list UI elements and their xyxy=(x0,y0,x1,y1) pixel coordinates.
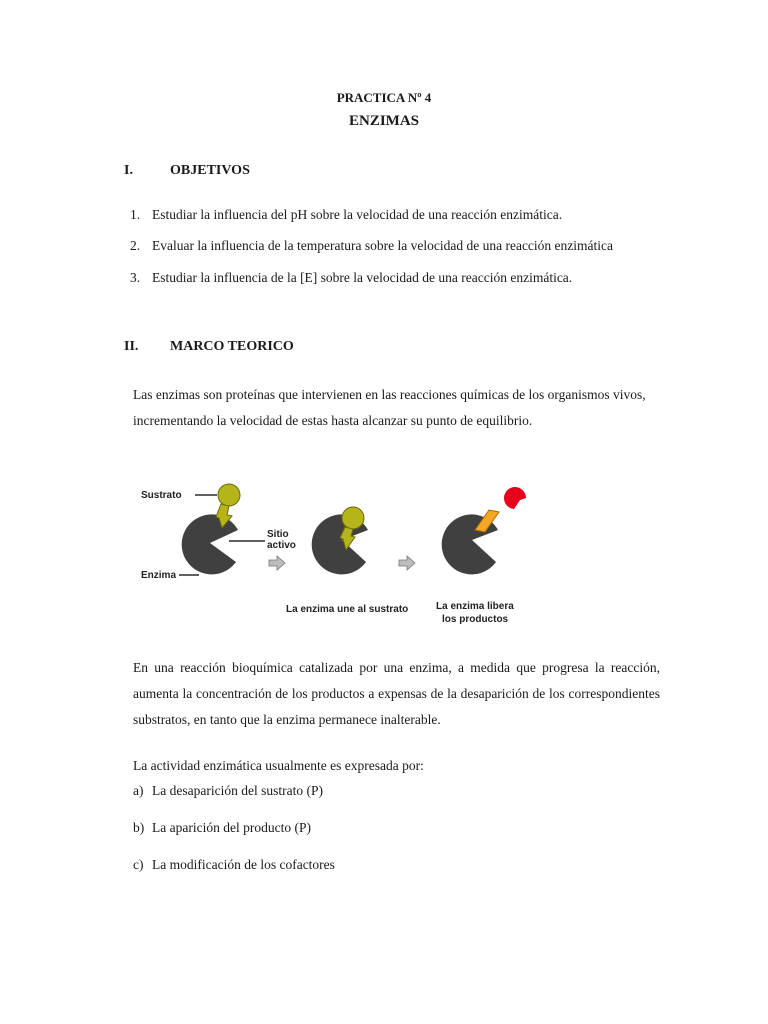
list-item-letter: a) xyxy=(133,783,144,798)
caption-right-line2: los productos xyxy=(442,614,509,625)
label-enzima: Enzima xyxy=(141,570,177,581)
caption-right-line1: La enzima libera xyxy=(436,601,514,612)
page-subtitle: ENZIMAS xyxy=(348,113,419,129)
label-sitio: Sitio xyxy=(267,529,289,540)
paragraph: En una reacción bioquímica catalizada por una enzima, a medida que progresa la reacción, aumenta la concentración de los productos a expensas de la desaparición de los correspondientes substratos, en tanto que la enzima permanece inalterable. xyxy=(133,660,660,727)
list-item-text: La modificación de los cofactores xyxy=(152,857,335,872)
enzyme-shape-1 xyxy=(182,514,238,574)
substrate-head-1 xyxy=(218,484,240,506)
paragraph: La actividad enzimática usualmente es expresada por: xyxy=(133,758,424,773)
list-item-text: Estudiar la influencia del pH sobre la velocidad de una reacción enzimática. xyxy=(152,207,563,222)
arrow-right-icon xyxy=(399,556,415,570)
list-item-number: 2. xyxy=(130,238,141,253)
list-item-letter: c) xyxy=(133,857,144,872)
label-activo: activo xyxy=(267,540,296,551)
caption-middle: La enzima une al sustrato xyxy=(286,604,409,615)
product-red xyxy=(504,487,526,509)
arrow-right-icon xyxy=(269,556,285,570)
enzyme-diagram xyxy=(133,478,543,630)
list-item-letter: b) xyxy=(133,820,145,835)
page-title: PRACTICA Nº 4 xyxy=(336,90,432,105)
paragraph: Las enzimas son proteínas que intervienen en las reacciones químicas de los organismos vivos, incrementando la velocidad de estas hasta alcanzar su punto de equilibrio. xyxy=(133,387,646,428)
list-item-text: Evaluar la influencia de la temperatura sobre la velocidad de una reacción enzimática xyxy=(152,238,614,253)
section-title: OBJETIVOS xyxy=(170,163,250,178)
list-item-text: La desaparición del sustrato (P) xyxy=(152,783,323,798)
list-item-number: 1. xyxy=(130,207,141,222)
section-number: I. xyxy=(124,163,133,178)
section-number: II. xyxy=(124,339,139,354)
list-item-text: Estudiar la influencia de la [E] sobre la velocidad de una reacción enzimática. xyxy=(152,270,573,285)
section-title: MARCO TEORICO xyxy=(170,339,294,354)
substrate-head-2 xyxy=(342,507,364,529)
list-item-number: 3. xyxy=(130,270,141,285)
list-item-text: La aparición del producto (P) xyxy=(152,820,311,835)
label-sustrato: Sustrato xyxy=(141,490,182,501)
